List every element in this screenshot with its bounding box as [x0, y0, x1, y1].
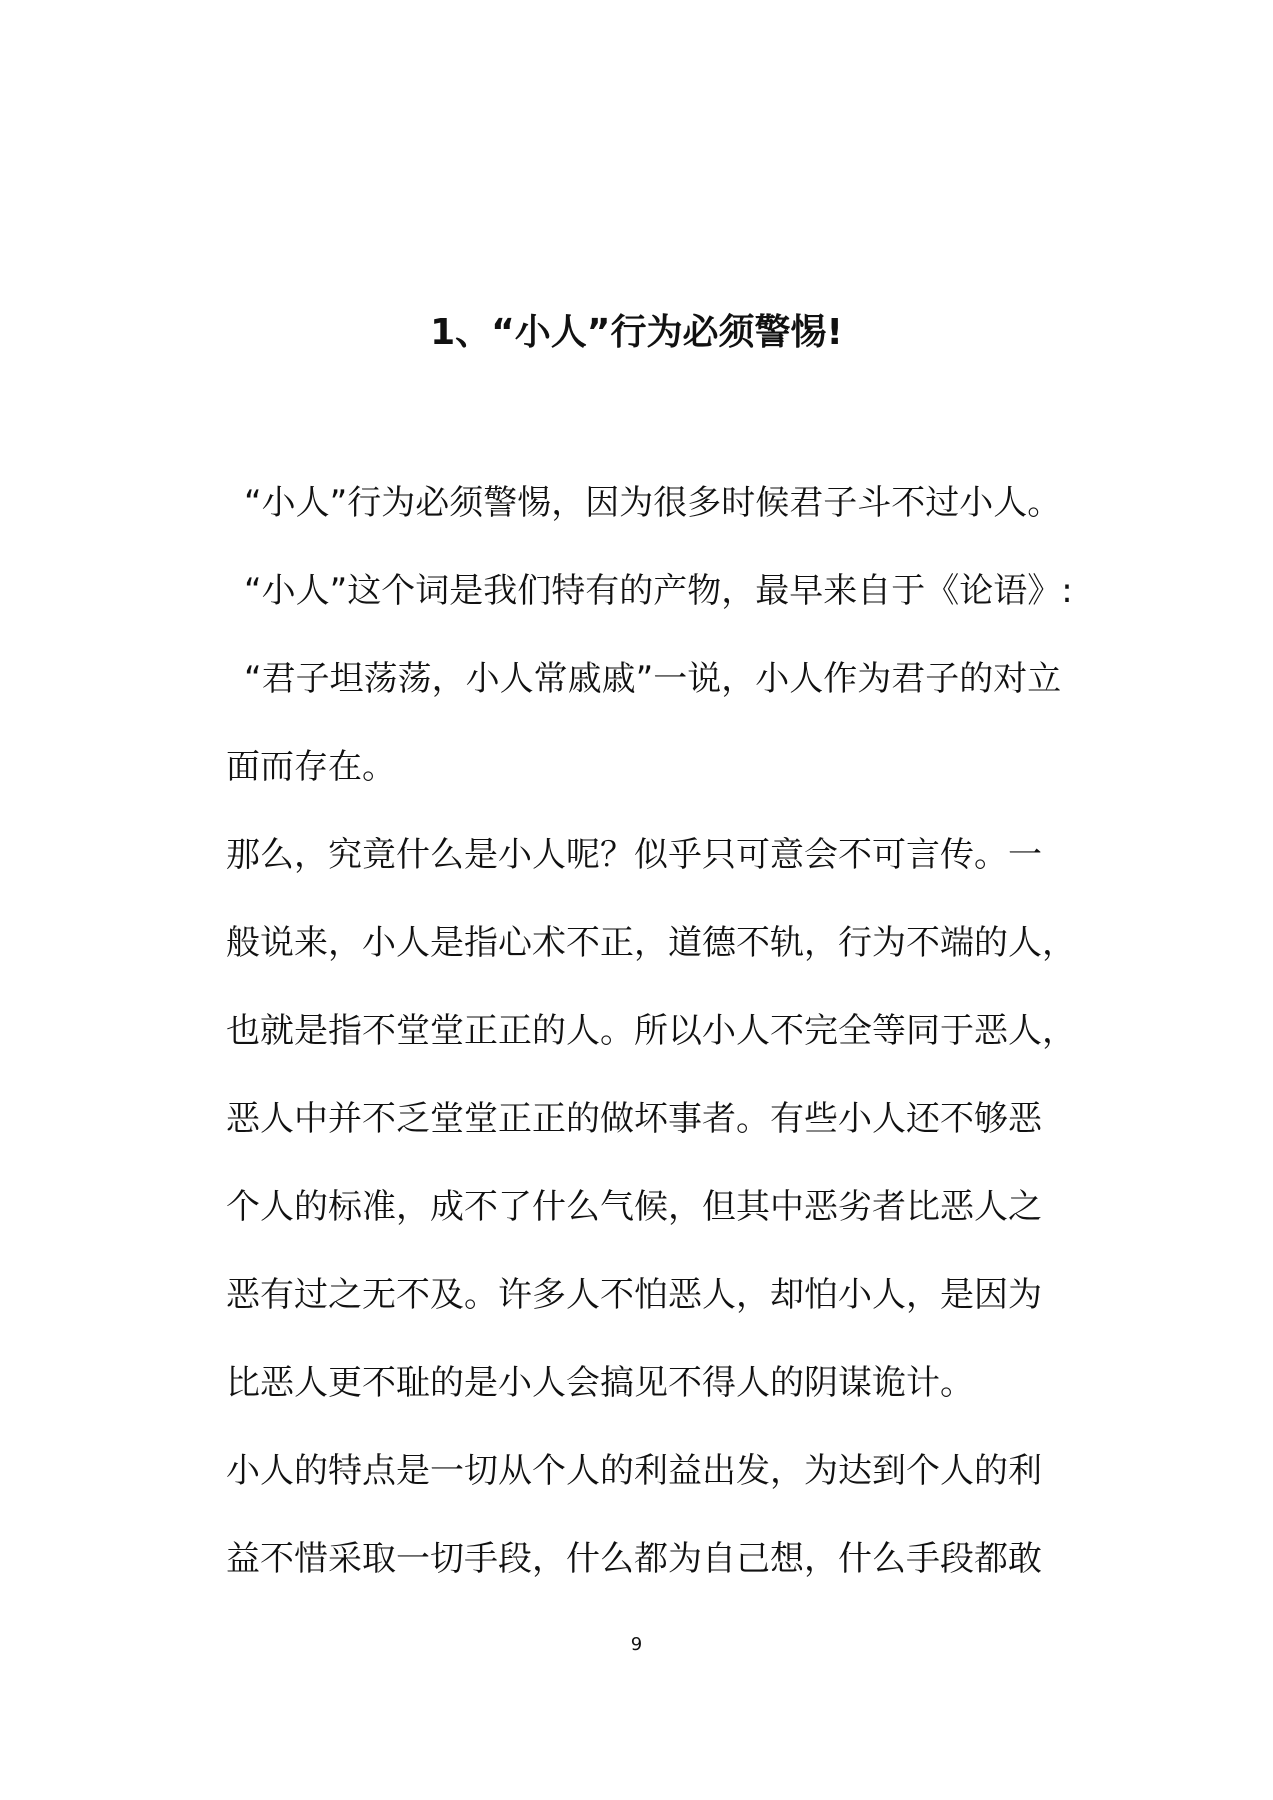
text-line: 恶有过之无不及。许多人不怕恶人，却怕小人，是因为 — [226, 1275, 1042, 1315]
text-line: 比恶人更不耻的是小人会搞见不得人的阴谋诡计。 — [226, 1363, 974, 1403]
text-line: 个人的标准，成不了什么气候，但其中恶劣者比恶人之 — [226, 1187, 1042, 1227]
text-line: “小人”行为必须警惕，因为很多时候君子斗不过小人。 — [244, 483, 1062, 523]
text-line: 恶人中并不乏堂堂正正的做坏事者。有些小人还不够恶 — [226, 1099, 1042, 1139]
text-line: “君子坦荡荡，小人常戚戚”一说，小人作为君子的对立 — [244, 659, 1062, 699]
text-line: 益不惜采取一切手段，什么都为自己想，什么手段都敢 — [226, 1539, 1042, 1579]
text-line: “小人”这个词是我们特有的产物，最早来自于《论语》: — [244, 571, 1073, 611]
text-line: 那么，究竟什么是小人呢？似乎只可意会不可言传。一 — [226, 835, 1042, 875]
text-line: 般说来，小人是指心术不正，道德不轨，行为不端的人， — [226, 923, 1076, 963]
body-text — [226, 478, 1086, 1622]
section-title: 1、“小人”行为必须警惕! — [430, 312, 843, 353]
text-line: 面而存在。 — [226, 747, 396, 787]
text-line: 小人的特点是一切从个人的利益出发，为达到个人的利 — [226, 1451, 1042, 1491]
text-line: 也就是指不堂堂正正的人。所以小人不完全等同于恶人， — [226, 1011, 1076, 1051]
page-number: 9 — [630, 1634, 643, 1655]
